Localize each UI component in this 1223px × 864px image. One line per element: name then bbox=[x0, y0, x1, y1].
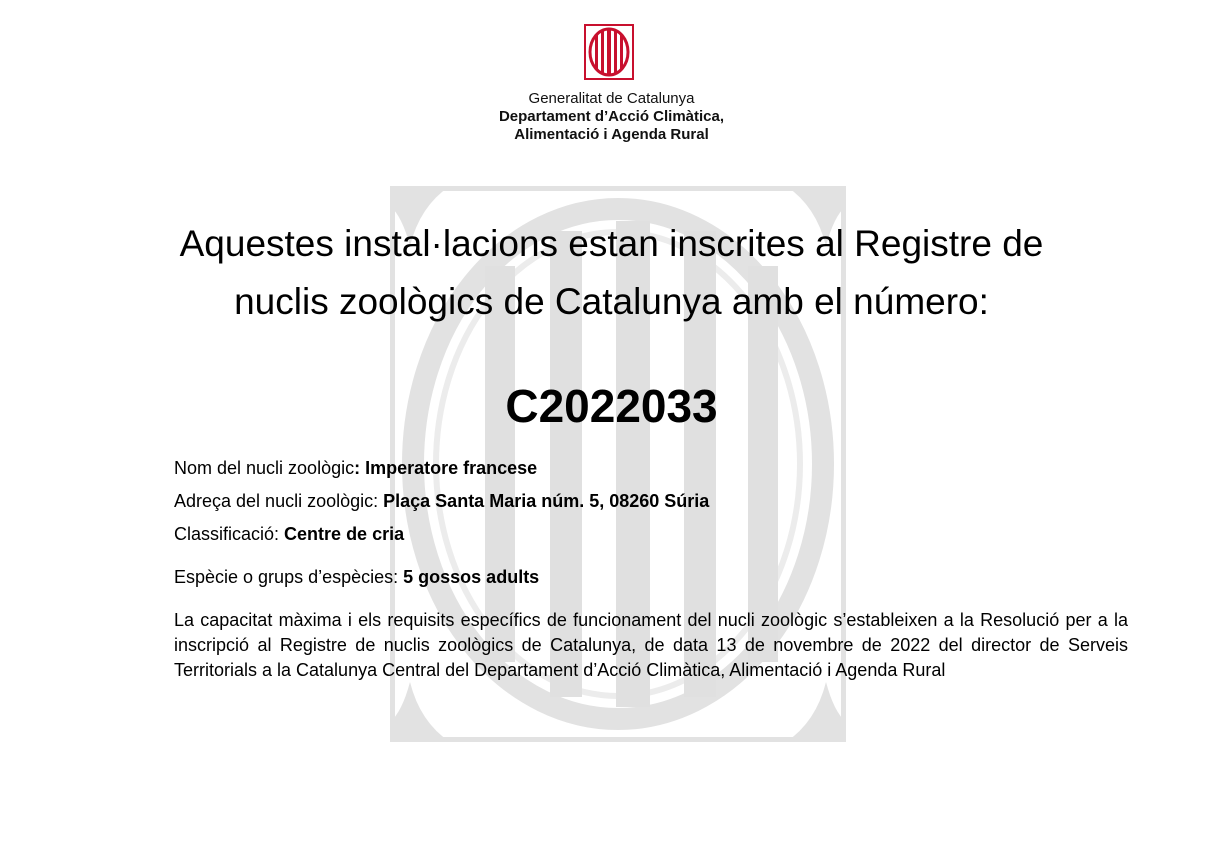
headline-line1: Aquestes instal·lacions estan inscrites al Registre de bbox=[179, 223, 1044, 264]
field-value: Plaça Santa Maria núm. 5, 08260 Súria bbox=[383, 491, 710, 511]
generalitat-coat-of-arms-icon bbox=[584, 24, 634, 80]
field-value: Centre de cria bbox=[284, 524, 405, 544]
field-label: Classificació bbox=[174, 524, 275, 544]
field-label: Espècie o grups d’espècies bbox=[174, 567, 394, 587]
field-separator: : bbox=[373, 491, 384, 511]
headline-line2: nuclis zoològics de Catalunya amb el número: bbox=[234, 281, 989, 322]
field-separator: : bbox=[354, 458, 366, 478]
org-name: Generalitat de Catalunya bbox=[528, 90, 695, 107]
field-separator: : bbox=[274, 524, 285, 544]
field-value: Imperatore francese bbox=[365, 458, 538, 478]
field-species bbox=[174, 566, 539, 588]
field-value: 5 gossos adults bbox=[403, 567, 540, 587]
registration-number: C2022033 bbox=[505, 380, 718, 432]
field-classification bbox=[174, 523, 404, 545]
field-label: Nom del nucli zoològic bbox=[174, 458, 355, 478]
field-zoo-name bbox=[174, 457, 537, 479]
department-name-line1: Departament d’Acció Climàtica, bbox=[498, 108, 725, 125]
field-label: Adreça del nucli zoològic bbox=[174, 491, 374, 511]
field-separator: : bbox=[393, 567, 404, 587]
capacity-paragraph: La capacitat màxima i els requisits específics de funcionament del nucli zoològic s’estableixen a la Resolució per a la inscripció al Registre de nuclis zoològics de Catalunya, de data 13 de novembre de 2022 del director de Serveis Territorials a la Catalunya Central del Departament d’Acció Climàtica, Alimentació i Agenda Rural bbox=[174, 610, 1128, 680]
department-name-line2: Alimentació i Agenda Rural bbox=[514, 126, 709, 143]
field-zoo-address bbox=[174, 490, 709, 512]
